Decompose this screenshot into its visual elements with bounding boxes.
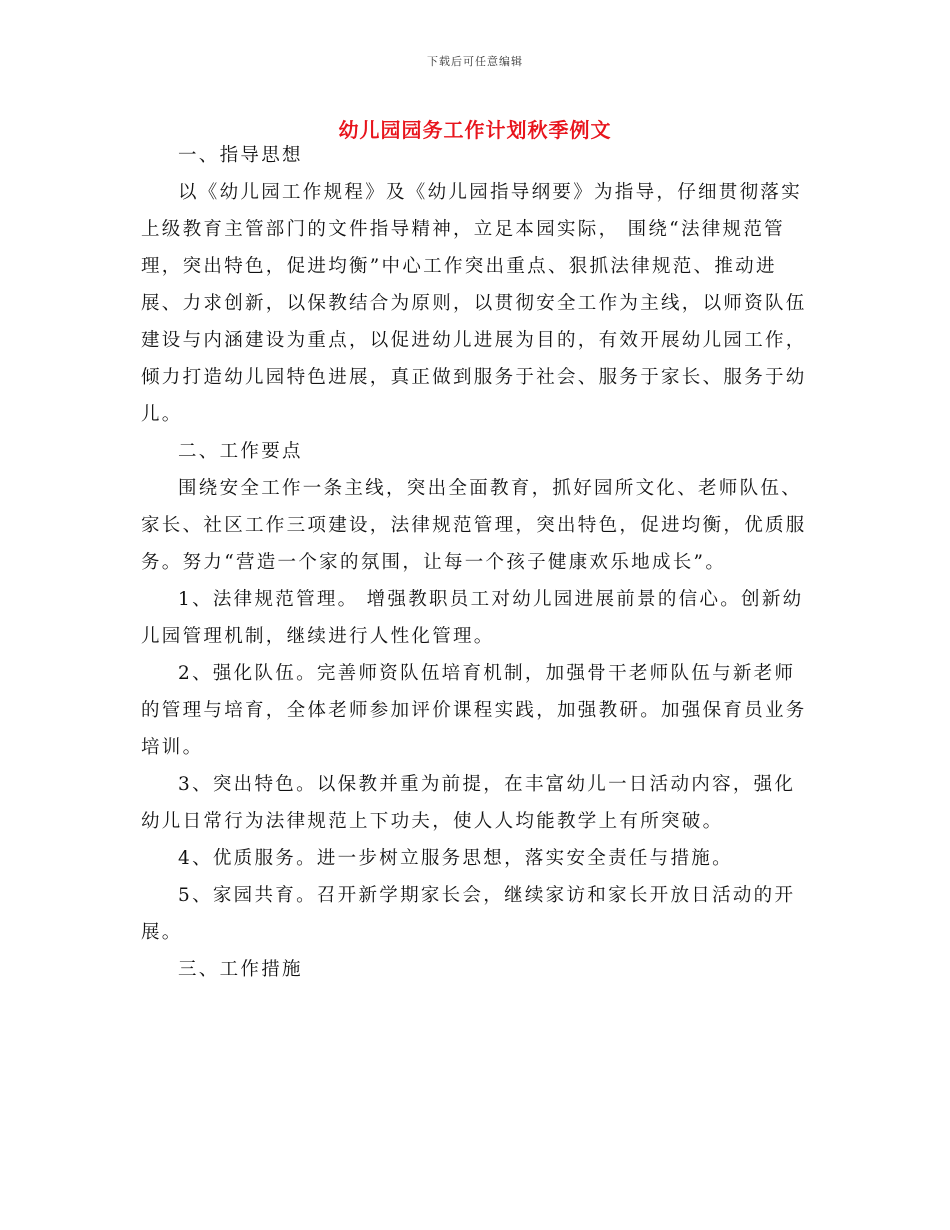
section-heading-work-points: 二、工作要点 — [178, 441, 303, 462]
paragraph-item-4: 4、优质服务。进一步树立服务思想，落实安全责任与措施。 — [178, 848, 733, 869]
paragraph-item-3: 3、突出特色。以保教并重为前提，在丰富幼儿一日活动内容，强化幼儿日常行为法律规范上下功夫，使人人均能教学上有所突破。 — [141, 774, 796, 832]
document-body — [141, 137, 811, 988]
paragraph-work-points: 围绕安全工作一条主线，突出全面教育，抓好园所文化、老师队伍、家长、社区工作三项建设，法律规范管理，突出特色，促进均衡，优质服务。努力“营造一个家的氛围，让每一个孩子健康欢乐地成长”。 — [141, 478, 807, 573]
paragraph-item-2: 2、强化队伍。完善师资队伍培育机制，加强骨干老师队伍与新老师的管理与培育，全体老师参加评价课程实践，加强教研。加强保育员业务培训。 — [141, 663, 807, 758]
section-heading-guiding-ideology: 一、指导思想 — [178, 145, 303, 166]
header-note: 下载后可任意编辑 — [427, 55, 523, 68]
paragraph-guiding-ideology: 以《幼儿园工作规程》及《幼儿园指导纲要》为指导，仔细贯彻落实上级教育主管部门的文件指导精神，立足本园实际， 围绕“法律规范管理，突出特色，促进均衡”中心工作突出重点、狠抓法律规范、推动进展、力求创新，以保教结合为原则，以贯彻安全工作为主线，以师资队伍建设与内涵建设为重点，以促进幼儿进展为目的，有效开展幼儿园工作，倾力打造幼儿园特色进展，真正做到服务于社会、服务于家长、服务于幼儿。 — [141, 182, 807, 425]
section-heading-work-measures: 三、工作措施 — [178, 959, 303, 980]
paragraph-item-5: 5、家园共育。召开新学期家长会，继续家访和家长开放日活动的开展。 — [141, 885, 796, 943]
document-title: 幼儿园园务工作计划秋季例文 — [338, 118, 612, 142]
paragraph-item-1: 1、法律规范管理。 增强教职员工对幼儿园进展前景的信心。创新幼儿园管理机制，继续进行人性化管理。 — [141, 589, 804, 647]
